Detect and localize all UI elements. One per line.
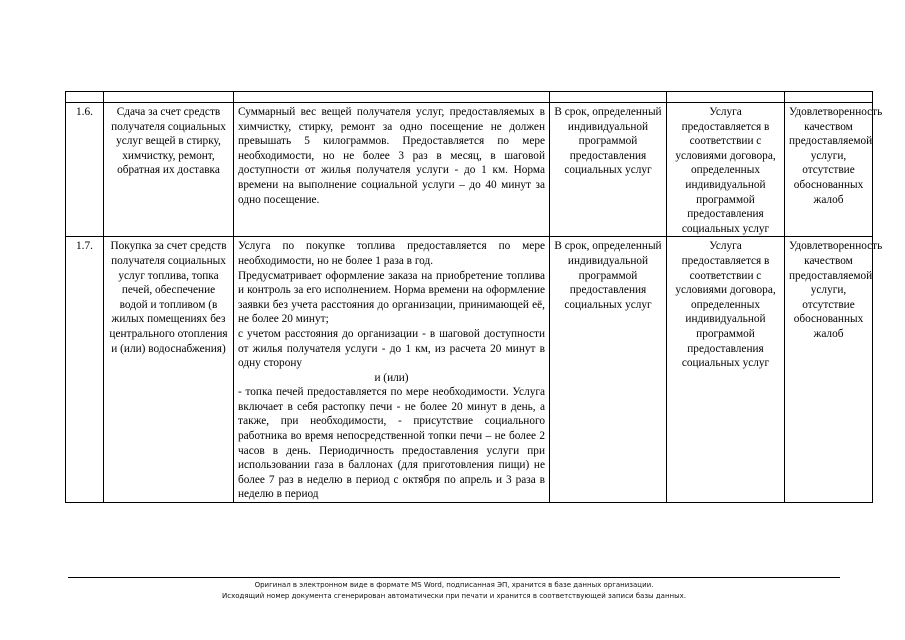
document-footer (68, 577, 840, 602)
footer-line-2: Исходящий номер документа сгенерирован автоматически при печати и хранится в соответствующей записи базы данных. (222, 592, 686, 600)
footer-line-1: Оригинал в электронном виде в формате MS Word, подписанная ЭП, хранится в базе данных организации. (254, 581, 654, 589)
description-paragraph: с учетом расстояния до организации - в шаговой доступности от жилья получателя услуги - до 1 км, из расчета 20 минут в одну сторону (238, 327, 545, 370)
service-term: В срок, определенный индивидуальной программой предоставления социальных услуг (550, 237, 667, 503)
row-number: 1.6. (66, 103, 104, 237)
services-table (65, 91, 883, 503)
service-description (234, 103, 550, 237)
description-paragraph: Суммарный вес вещей получателя услуг, предоставляемых в химчистку, стирку, ремонт за одно посещение не должен превышать 5 килограммов. Предоставляется по мере необходимости, но не более 3 раз в месяц, в шаговой доступности от жилья получателя услуги - до 1 км. Норма времени на выполнение социальной услуги – до 40 минут за одно посещение. (238, 106, 545, 206)
description-paragraph: - топка печей предоставляется по мере необходимости. Услуга включает в себя растопку печи - не более 20 минут в день, а также, при необходимости, - присутствие социального работника во время непосредственной топки печи – не более 2 часов в день. Периодичность предоставления услуги при использовании газа в баллонах (для приготовления пищи) не более 7 раз в неделю в период с октября по апрель и 3 раза в неделю в период (238, 386, 545, 501)
table-row-1-6 (66, 103, 873, 237)
quality-indicator: Удовлетворенность качеством предоставляемой услуги, отсутствие обоснованных жалоб (785, 103, 873, 237)
service-term: В срок, определенный индивидуальной программой предоставления социальных услуг (550, 103, 667, 237)
row-number: 1.7. (66, 237, 104, 503)
table-header-strip (66, 92, 873, 103)
service-name: Сдача за счет средств получателя социальных услуг вещей в стирку, химчистку, ремонт, обратная их доставка (104, 103, 234, 237)
service-name: Покупка за счет средств получателя социальных услуг топлива, топка печей, обеспечение водой и топливом (в жилых помещениях без центрального отопления и (или) водоснабжения) (104, 237, 234, 503)
description-paragraph: Предусматривает оформление заказа на приобретение топлива и контроль за его исполнением. Норма времени на оформление заявки без учета расстояния до организации, принимающей её, не более 20 минут; (238, 269, 545, 326)
table-row-1-7 (66, 237, 873, 503)
service-condition: Услуга предоставляется в соответствии с условиями договора, определенных индивидуальной программой предоставления социальных услуг (667, 237, 785, 503)
quality-indicator: Удовлетворенность качеством предоставляемой услуги, отсутствие обоснованных жалоб (785, 237, 873, 503)
description-paragraph: Услуга по покупке топлива предоставляется по мере необходимости, но не более 1 раза в год. (238, 240, 545, 267)
description-paragraph: и (или) (374, 371, 409, 384)
service-description (234, 237, 550, 503)
service-condition: Услуга предоставляется в соответствии с условиями договора, определенных индивидуальной программой предоставления социальных услуг (667, 103, 785, 237)
